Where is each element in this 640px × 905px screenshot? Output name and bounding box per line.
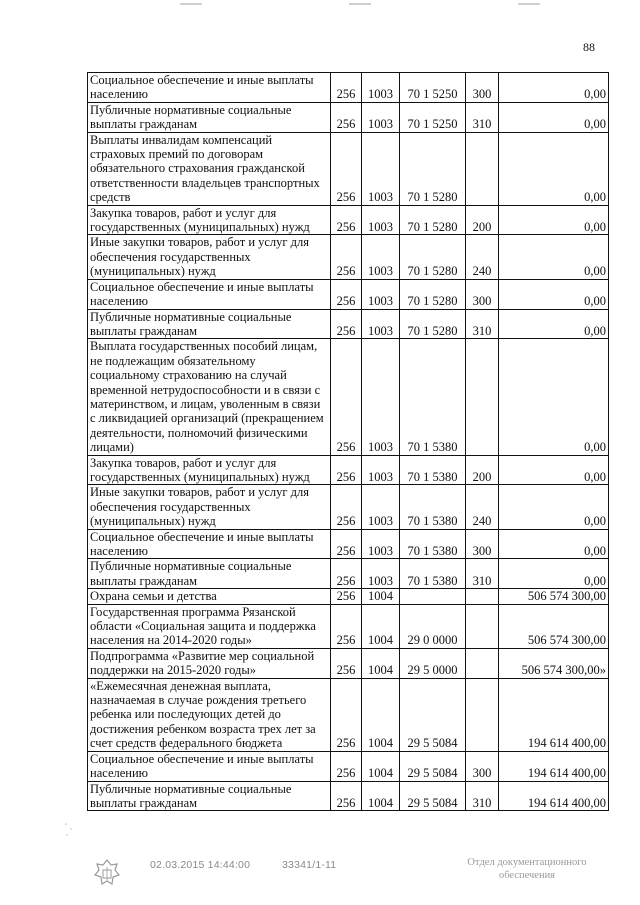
table-row (88, 73, 609, 103)
expense-type-code: 200 (466, 205, 499, 235)
row-name: Социальное обеспечение и иные выплаты населению (88, 529, 331, 559)
table-row (88, 235, 609, 279)
section-code: 1003 (362, 455, 400, 485)
table-row (88, 604, 609, 648)
row-name: «Ежемесячная денежная выплата, назначаемая в случае рождения третьего ребенка или последующих детей до достижения ребенком возраста трех лет за счет средств федерального бюджета (88, 678, 331, 751)
target-code: 70 1 5280 (400, 205, 466, 235)
row-name: Иные закупки товаров, работ и услуг для обеспечения государственных (муниципальных) нужд (88, 235, 331, 279)
amount: 0,00 (499, 102, 609, 132)
table-row (88, 102, 609, 132)
ved-code: 256 (331, 132, 362, 205)
row-name: Социальное обеспечение и иные выплаты населению (88, 279, 331, 309)
scan-dots (62, 820, 82, 840)
ved-code: 256 (331, 455, 362, 485)
row-name: Подпрограмма «Развитие мер социальной поддержки на 2015-2020 годы» (88, 648, 331, 678)
table-row (88, 485, 609, 529)
table-row (88, 205, 609, 235)
section-code: 1003 (362, 132, 400, 205)
ved-code: 256 (331, 559, 362, 589)
ved-code: 256 (331, 73, 362, 103)
section-code: 1003 (362, 485, 400, 529)
target-code: 70 1 5280 (400, 279, 466, 309)
target-code: 29 5 5084 (400, 751, 466, 781)
ved-code: 256 (331, 529, 362, 559)
ved-code: 256 (331, 604, 362, 648)
expense-type-code: 240 (466, 235, 499, 279)
target-code: 29 0 0000 (400, 604, 466, 648)
section-code: 1003 (362, 102, 400, 132)
row-name: Закупка товаров, работ и услуг для государственных (муниципальных) нужд (88, 455, 331, 485)
row-name: Закупка товаров, работ и услуг для государственных (муниципальных) нужд (88, 205, 331, 235)
row-name: Публичные нормативные социальные выплаты гражданам (88, 309, 331, 339)
ved-code: 256 (331, 751, 362, 781)
table-row (88, 648, 609, 678)
section-code: 1004 (362, 648, 400, 678)
expense-type-code (466, 589, 499, 604)
table-row (88, 309, 609, 339)
expense-type-code: 310 (466, 309, 499, 339)
table-row (88, 781, 609, 811)
expense-type-code: 310 (466, 559, 499, 589)
amount: 506 574 300,00 (499, 589, 609, 604)
amount: 194 614 400,00 (499, 751, 609, 781)
section-code: 1003 (362, 279, 400, 309)
target-code: 70 1 5380 (400, 559, 466, 589)
target-code: 70 1 5250 (400, 102, 466, 132)
ved-code: 256 (331, 309, 362, 339)
row-name: Публичные нормативные социальные выплаты гражданам (88, 102, 331, 132)
amount: 0,00 (499, 485, 609, 529)
amount: 506 574 300,00» (499, 648, 609, 678)
row-name: Охрана семьи и детства (88, 589, 331, 604)
expense-type-code (466, 604, 499, 648)
expense-type-code (466, 678, 499, 751)
expense-type-code (466, 648, 499, 678)
amount: 0,00 (499, 455, 609, 485)
amount: 194 614 400,00 (499, 781, 609, 811)
row-name: Выплата государственных пособий лицам, не подлежащим обязательному социальному страхованию на случай временной нетрудоспособности и в связи с материнством, и лицам, уволенным в связи с ликвидацией организаций (прекращением деятельности, полномочий физическими лицами) (88, 339, 331, 455)
section-code: 1003 (362, 235, 400, 279)
expense-type-code: 300 (466, 751, 499, 781)
table-row (88, 529, 609, 559)
page-number: 88 (583, 40, 595, 54)
section-code: 1003 (362, 73, 400, 103)
row-name: Социальное обеспечение и иные выплаты населению (88, 73, 331, 103)
table-row (88, 751, 609, 781)
ved-code: 256 (331, 279, 362, 309)
ved-code: 256 (331, 678, 362, 751)
section-code: 1004 (362, 604, 400, 648)
department-stamp: Отдел документационного обеспечения (467, 857, 587, 881)
amount: 0,00 (499, 235, 609, 279)
section-code: 1004 (362, 678, 400, 751)
row-name: Социальное обеспечение и иные выплаты населению (88, 751, 331, 781)
target-code (400, 589, 466, 604)
ved-code: 256 (331, 339, 362, 455)
table-row (88, 678, 609, 751)
row-name: Государственная программа Рязанской области «Социальная защита и поддержка населения на 2014-2020 годы» (88, 604, 331, 648)
ved-code: 256 (331, 589, 362, 604)
target-code: 29 5 0000 (400, 648, 466, 678)
ved-code: 256 (331, 485, 362, 529)
expense-type-code: 300 (466, 279, 499, 309)
row-name: Публичные нормативные социальные выплаты гражданам (88, 559, 331, 589)
expense-type-code: 300 (466, 529, 499, 559)
print-timestamp: 02.03.2015 14:44:00 (150, 859, 251, 871)
budget-table-body (88, 73, 609, 811)
ved-code: 256 (331, 235, 362, 279)
target-code: 70 1 5280 (400, 235, 466, 279)
scan-artifacts (180, 3, 540, 9)
target-code: 70 1 5380 (400, 485, 466, 529)
amount: 0,00 (499, 559, 609, 589)
target-code: 29 5 5084 (400, 678, 466, 751)
amount: 0,00 (499, 132, 609, 205)
amount: 0,00 (499, 73, 609, 103)
target-code: 70 1 5280 (400, 309, 466, 339)
table-row (88, 455, 609, 485)
row-name: Выплаты инвалидам компенсаций страховых премий по договорам обязательного страхования гражданской ответственности владельцев транспортных средств (88, 132, 331, 205)
amount: 0,00 (499, 309, 609, 339)
section-code: 1004 (362, 781, 400, 811)
target-code: 29 5 5084 (400, 781, 466, 811)
target-code: 70 1 5380 (400, 339, 466, 455)
expense-type-code: 310 (466, 102, 499, 132)
document-id: 33341/1-11 (282, 859, 337, 871)
section-code: 1003 (362, 339, 400, 455)
section-code: 1003 (362, 529, 400, 559)
expense-type-code (466, 132, 499, 205)
table-row (88, 559, 609, 589)
row-name: Публичные нормативные социальные выплаты гражданам (88, 781, 331, 811)
section-code: 1003 (362, 559, 400, 589)
table-row (88, 279, 609, 309)
expense-type-code: 300 (466, 73, 499, 103)
ved-code: 256 (331, 648, 362, 678)
expense-type-code (466, 339, 499, 455)
table-row (88, 589, 609, 604)
section-code: 1003 (362, 309, 400, 339)
amount: 0,00 (499, 529, 609, 559)
section-code: 1004 (362, 589, 400, 604)
section-code: 1003 (362, 205, 400, 235)
budget-table (87, 72, 609, 811)
target-code: 70 1 5380 (400, 455, 466, 485)
section-code: 1004 (362, 751, 400, 781)
table-row (88, 132, 609, 205)
amount: 506 574 300,00 (499, 604, 609, 648)
coat-of-arms-icon (92, 858, 122, 888)
row-name: Иные закупки товаров, работ и услуг для обеспечения государственных (муниципальных) нужд (88, 485, 331, 529)
target-code: 70 1 5280 (400, 132, 466, 205)
expense-type-code: 200 (466, 455, 499, 485)
amount: 0,00 (499, 205, 609, 235)
expense-type-code: 310 (466, 781, 499, 811)
ved-code: 256 (331, 781, 362, 811)
table-row (88, 339, 609, 455)
amount: 0,00 (499, 339, 609, 455)
ved-code: 256 (331, 205, 362, 235)
amount: 194 614 400,00 (499, 678, 609, 751)
target-code: 70 1 5380 (400, 529, 466, 559)
ved-code: 256 (331, 102, 362, 132)
amount: 0,00 (499, 279, 609, 309)
expense-type-code: 240 (466, 485, 499, 529)
target-code: 70 1 5250 (400, 73, 466, 103)
